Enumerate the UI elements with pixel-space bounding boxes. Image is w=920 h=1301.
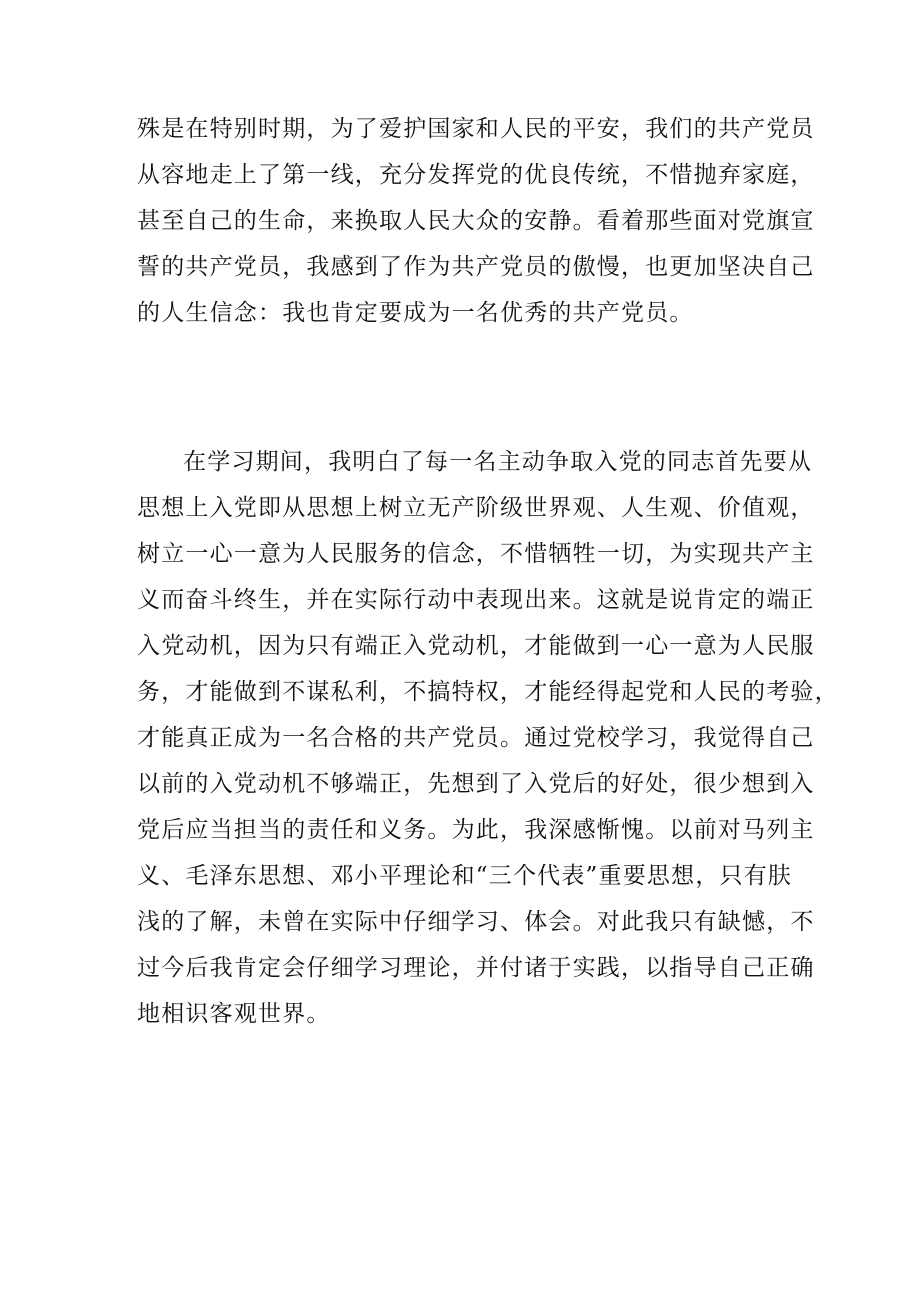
paragraph-line: 以前的入党动机不够端正，先想到了入党后的好处，很少想到入	[137, 771, 815, 797]
paragraph-line: 入党动机，因为只有端正入党动机，才能做到一心一意为人民服	[137, 633, 815, 659]
paragraph-line: 在学习期间，我明白了每一名主动争取入党的同志首先要从	[183, 449, 813, 475]
paragraph-line: 义而奋斗终生，并在实际行动中表现出来。这就是说肯定的端正	[137, 587, 815, 613]
paragraph-line: 才能真正成为一名合格的共产党员。通过党校学习，我觉得自己	[137, 725, 815, 751]
paragraph-line: 殊是在特别时期，为了爱护国家和人民的平安，我们的共产党员	[137, 116, 815, 142]
paragraph-line: 誓的共产党员，我感到了作为共产党员的傲慢，也更加坚决自己	[137, 254, 815, 280]
paragraph-line: 过今后我肯定会仔细学习理论，并付诸于实践，以指导自己正确	[137, 955, 815, 981]
paragraph-line: 浅的了解，未曾在实际中仔细学习、体会。对此我只有缺憾，不	[137, 909, 815, 935]
paragraph-line: 的人生信念：我也肯定要成为一名优秀的共产党员。	[137, 300, 694, 326]
paragraph-line: 从容地走上了第一线，充分发挥党的优良传统，不惜抛弃家庭，	[137, 162, 815, 188]
paragraph-line: 甚至自己的生命，来换取人民大众的安静。看着那些面对党旗宣	[137, 208, 815, 234]
paragraph-line: 树立一心一意为人民服务的信念，不惜牺牲一切，为实现共产主	[137, 541, 815, 567]
paragraph-line: 党后应当担当的责任和义务。为此，我深感惭愧。以前对马列主	[137, 817, 815, 843]
paragraph-line: 思想上入党即从思想上树立无产阶级世界观、人生观、价值观，	[137, 495, 815, 521]
paragraph-line: 义、毛泽东思想、邓小平理论和“三个代表”重要思想，只有肤	[137, 863, 793, 889]
paragraph-line: 务，才能做到不谋私利，不搞特权，才能经得起党和人民的考验，	[137, 679, 839, 705]
paragraph-line: 地相识客观世界。	[137, 1001, 331, 1027]
